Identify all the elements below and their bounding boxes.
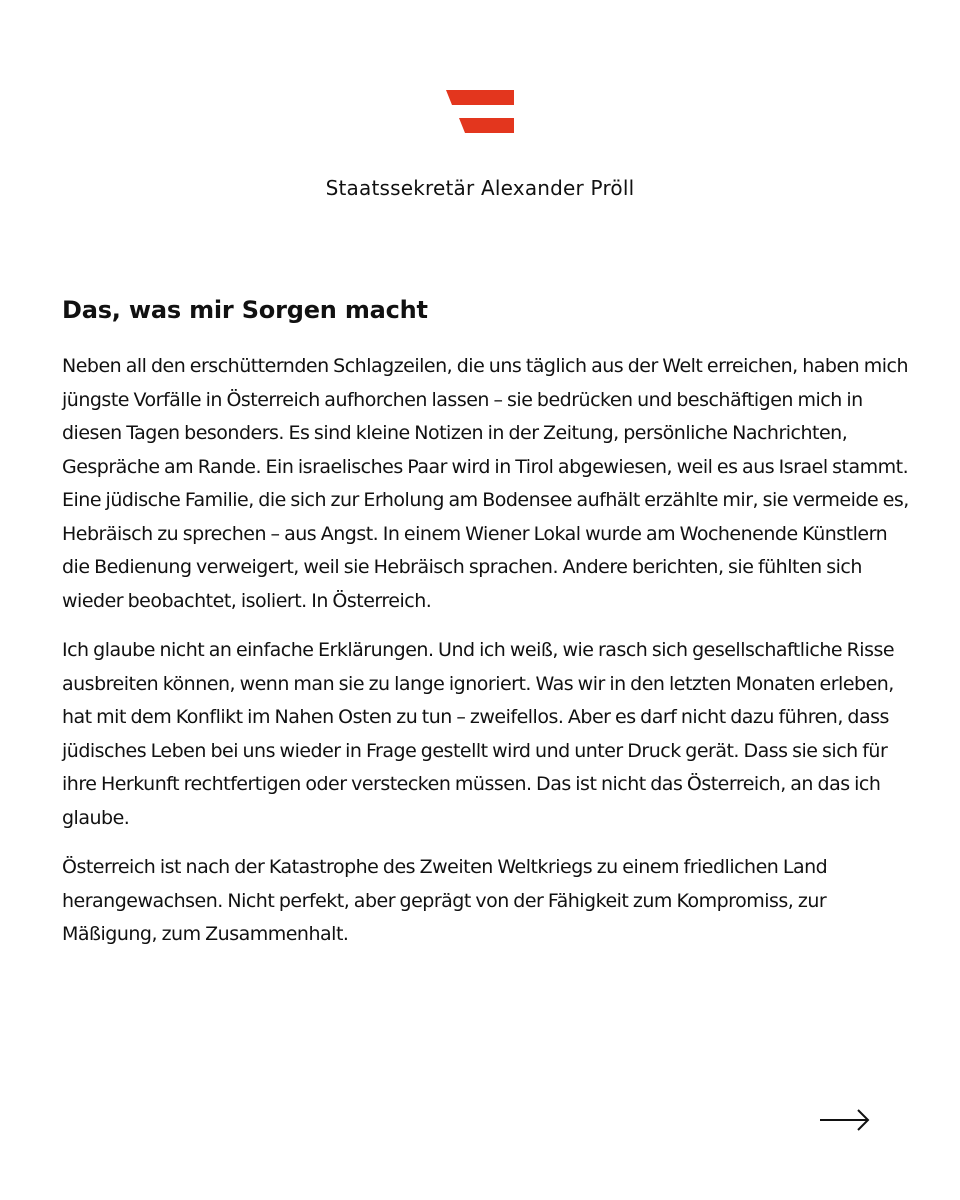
article-paragraph: Österreich ist nach der Katastrophe des Zweiten Weltkriegs zu einem friedlichen Land herangewachsen. Nicht perfekt, aber geprägt von der Fähigkeit zum Kompromiss, zur Mäßigung, zum Zusammenhalt. [62,856,828,945]
article [62,292,912,968]
arrow-right-icon[interactable] [818,1106,872,1134]
austria-flag-logo [446,90,514,134]
article-paragraph: Neben all den erschütternden Schlagzeilen, die uns täglich aus der Welt erreichen, haben mich jüngste Vorfälle in Österreich aufhorchen lassen – sie bedrücken und beschäftigen mich in diesen Tagen besonders. Es sind kleine Notizen in der Zeitung, persönliche Nachrichten, Gespräche am Rande. Ein israelisches Paar wird in Tirol abgewiesen, weil es aus Israel stammt. Eine jüdische Familie, die sich zur Erholung am Bodensee aufhält erzählte mir, sie vermeide es, Hebräisch zu sprechen – aus Angst. In einem Wiener Lokal wurde am Wochenende Künstlern die Bedienung verweigert, weil sie Hebräisch sprachen. Andere berichten, sie fühlten sich wieder beobachtet, isoliert. In Österreich. [62,355,909,612]
article-paragraph: Ich glaube nicht an einfache Erklärungen. Und ich weiß, wie rasch sich gesellschaftliche Risse ausbreiten können, wenn man sie zu lange ignoriert. Was wir in den letzten Monaten erleben, hat mit dem Konflikt im Nahen Osten zu tun – zweifellos. Aber es darf nicht dazu führen, dass jüdisches Leben bei uns wieder in Frage gestellt wird und unter Druck gerät. Dass sie sich für ihre Herkunft rechtfertigen oder verstecken müssen. Das ist nicht das Österreich, an das ich glaube. [62,639,895,829]
logo-top-stripe [446,90,514,105]
author-name: Staatssekretär Alexander Pröll [325,176,635,200]
article-title: Das, was mir Sorgen macht [62,296,428,324]
logo-bottom-stripe [459,118,514,133]
